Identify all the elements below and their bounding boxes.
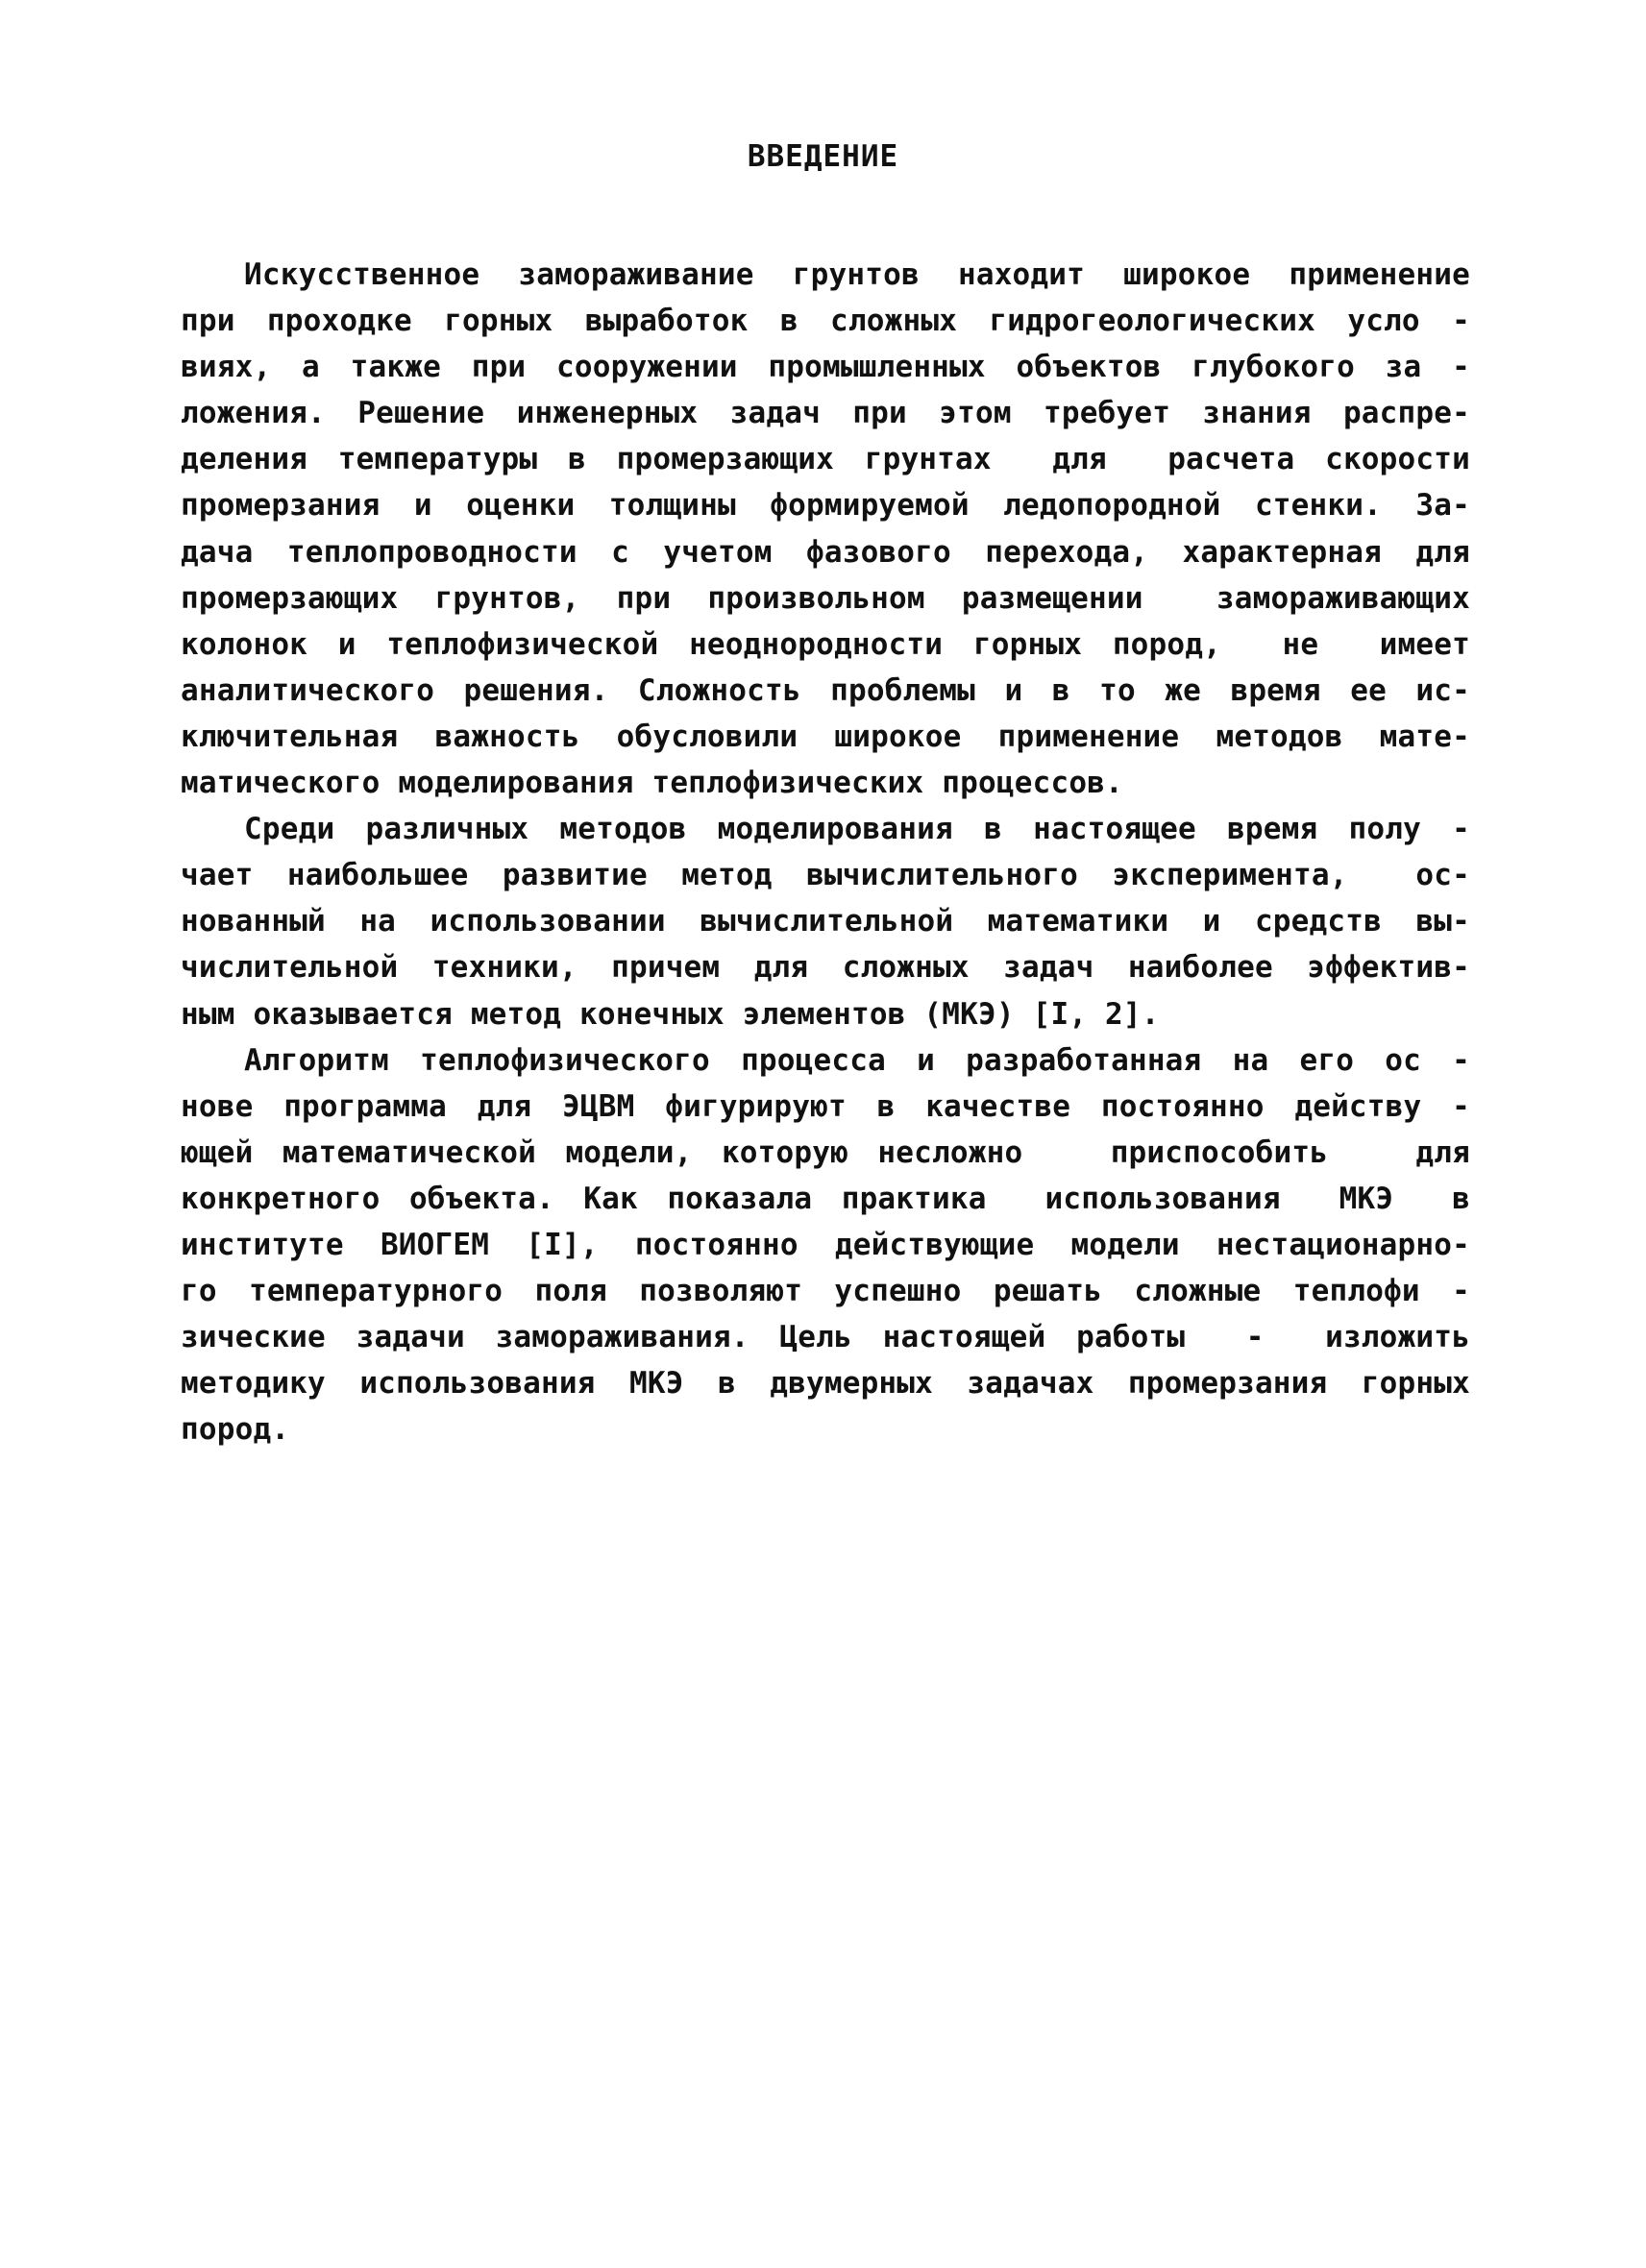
paragraph-line: колонок и теплофизической неоднородности горных пород, не имеет — [181, 626, 1470, 662]
paragraph-line: чает наибольшее развитие метод вычислительного эксперимента, ос- — [181, 858, 1470, 893]
paragraph-line: числительной техники, причем для сложных задач наиболее эффектив- — [181, 950, 1470, 986]
paragraph-line: ющей математической модели, которую несложно приспособить для — [181, 1134, 1470, 1170]
paragraph-line: Среди различных методов моделирования в настоящее время полу - — [244, 812, 1470, 847]
paragraph-line: виях, а также при сооружении промышленных объектов глубокого за - — [181, 350, 1470, 385]
paragraph-line: промерзания и оценки толщины формируемой ледопородной стенки. За- — [181, 488, 1470, 524]
paragraph-line: ложения. Решение инженерных задач при этом требует знания распре- — [181, 396, 1470, 431]
paragraph-line: матического моделирования теплофизических процессов. — [181, 766, 1123, 801]
paragraph-line: нове программа для ЭЦВМ фигурируют в качестве постоянно действу - — [181, 1088, 1470, 1124]
body-text — [181, 252, 1470, 1452]
paragraph-line: методику использования МКЭ в двумерных задачах промерзания горных — [181, 1366, 1470, 1402]
page-title: ВВЕДЕНИЕ — [747, 139, 899, 174]
paragraph-line: Искусственное замораживание грунтов находит широкое применение — [244, 257, 1470, 292]
paragraph-line: зические задачи замораживания. Цель настоящей работы - изложить — [181, 1320, 1470, 1355]
paragraph-line: конкретного объекта. Как показала практика использования МКЭ в — [181, 1181, 1470, 1216]
paragraph-line: промерзающих грунтов, при произвольном размещении замораживающих — [181, 580, 1470, 616]
paragraph-line: пород. — [181, 1412, 290, 1448]
paragraph-line: ключительная важность обусловили широкое применение методов мате- — [181, 719, 1470, 754]
paragraph-line: ным оказывается метод конечных элементов (МКЭ) [I, 2]. — [181, 996, 1160, 1032]
paragraph-line: го температурного поля позволяют успешно решать сложные теплофи - — [181, 1274, 1470, 1309]
paragraph-line: Алгоритм теплофизического процесса и разработанная на его ос - — [244, 1042, 1470, 1078]
paragraph-line: аналитического решения. Сложность проблемы и в то же время ее ис- — [181, 672, 1470, 708]
paragraph-line: нованный на использовании вычислительной математики и средств вы- — [181, 904, 1470, 939]
paragraph-line: институте ВИОГЕМ [I], постоянно действующие модели нестационарно- — [181, 1227, 1470, 1262]
paragraph-line: деления температуры в промерзающих грунтах для расчета скорости — [181, 442, 1470, 477]
paragraph-line: дача теплопроводности с учетом фазового перехода, характерная для — [181, 534, 1470, 570]
paragraph-line: при проходке горных выработок в сложных гидрогеологических усло - — [181, 304, 1470, 339]
